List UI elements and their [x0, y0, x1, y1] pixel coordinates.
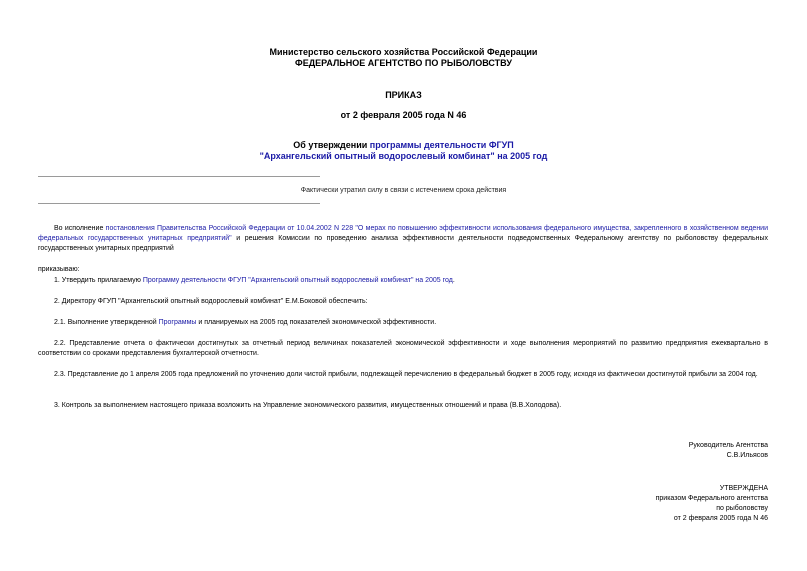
government-decree-link[interactable]: постановления Правительства Российской Федерации от 10.04.2002 N 228 "О мерах по повышению эффективности использования федерального имущества, закрепленного в хозяйственном ведении федеральных государственных унитарных предприятий"	[38, 225, 769, 242]
item-2-1-end: и планируемых на 2005 год показателей экономической эффективности.	[196, 319, 437, 326]
preamble-end: и решения Комиссии по проведению анализа эффективности деятельности подведомственных Федеральному агентству по рыболовству федеральных государственных унитарных предприятий	[38, 235, 768, 252]
title-prefix: Об утверждении	[293, 140, 370, 150]
approval-block	[656, 484, 768, 524]
signature-name: С.В.Ильясов	[726, 452, 768, 459]
item-2-1	[38, 318, 768, 328]
item-1-start: 1. Утвердить прилагаемую	[54, 277, 143, 284]
divider-bottom	[38, 203, 320, 204]
approval-line-2: по рыболовству	[716, 505, 768, 512]
program-short-link[interactable]: Программы	[158, 319, 197, 326]
document-title	[0, 140, 807, 162]
document-type: ПРИКАЗ	[385, 90, 422, 100]
order-word: приказываю:	[38, 266, 80, 273]
signature-block	[689, 441, 768, 461]
item-2-2: 2.2. Представление отчета о фактически достигнутых за отчетный период величинах показателей экономической эффективности и ходе выполнения мероприятий по развитию предприятия ежеквартально в соответствии со сроками представления бухгалтерской отчетности.	[38, 340, 768, 357]
ministry-name: Министерство сельского хозяйства Российской Федерации	[269, 47, 538, 57]
document-header	[0, 47, 807, 69]
preamble-paragraph	[38, 224, 768, 254]
item-2-3: 2.3. Представление до 1 апреля 2005 года предложений по уточнению доли чистой прибыли, подлежащей перечислению в федеральный бюджет в 2005 году, исходя из фактически достигнутой прибыли за 2004 год.	[54, 371, 758, 378]
item-2: 2. Директору ФГУП "Архангельский опытный водорослевый комбинат" Е.М.Боковой обеспечить:	[54, 298, 368, 305]
program-link-title[interactable]: программы деятельности ФГУП	[369, 140, 514, 150]
document-date-number: от 2 февраля 2005 года N 46	[340, 110, 467, 120]
item-3: 3. Контроль за выполнением настоящего приказа возложить на Управление экономического развития, имущественных отношений и права (В.В.Холодова).	[54, 402, 562, 409]
approval-line-3: от 2 февраля 2005 года N 46	[673, 515, 768, 522]
item-2-1-start: 2.1. Выполнение утвержденной	[54, 319, 159, 326]
preamble-start: Во исполнение	[54, 225, 106, 232]
approval-word: УТВЕРЖДЕНА	[719, 485, 768, 492]
approval-line-1: приказом Федерального агентства	[655, 495, 768, 502]
program-link-title-line2[interactable]: "Архангельский опытный водорослевый комбинат" на 2005 год	[259, 151, 548, 161]
status-note: Фактически утратил силу в связи с истечением срока действия	[300, 187, 507, 194]
signature-position: Руководитель Агентства	[688, 442, 768, 449]
agency-name: ФЕДЕРАЛЬНОЕ АГЕНТСТВО ПО РЫБОЛОВСТВУ	[295, 58, 512, 68]
divider-top	[38, 176, 320, 177]
item-1-end: .	[452, 277, 455, 284]
item-1	[38, 276, 768, 286]
program-link[interactable]: Программу деятельности ФГУП "Архангельский опытный водорослевый комбинат" на 2005 год	[142, 277, 453, 284]
